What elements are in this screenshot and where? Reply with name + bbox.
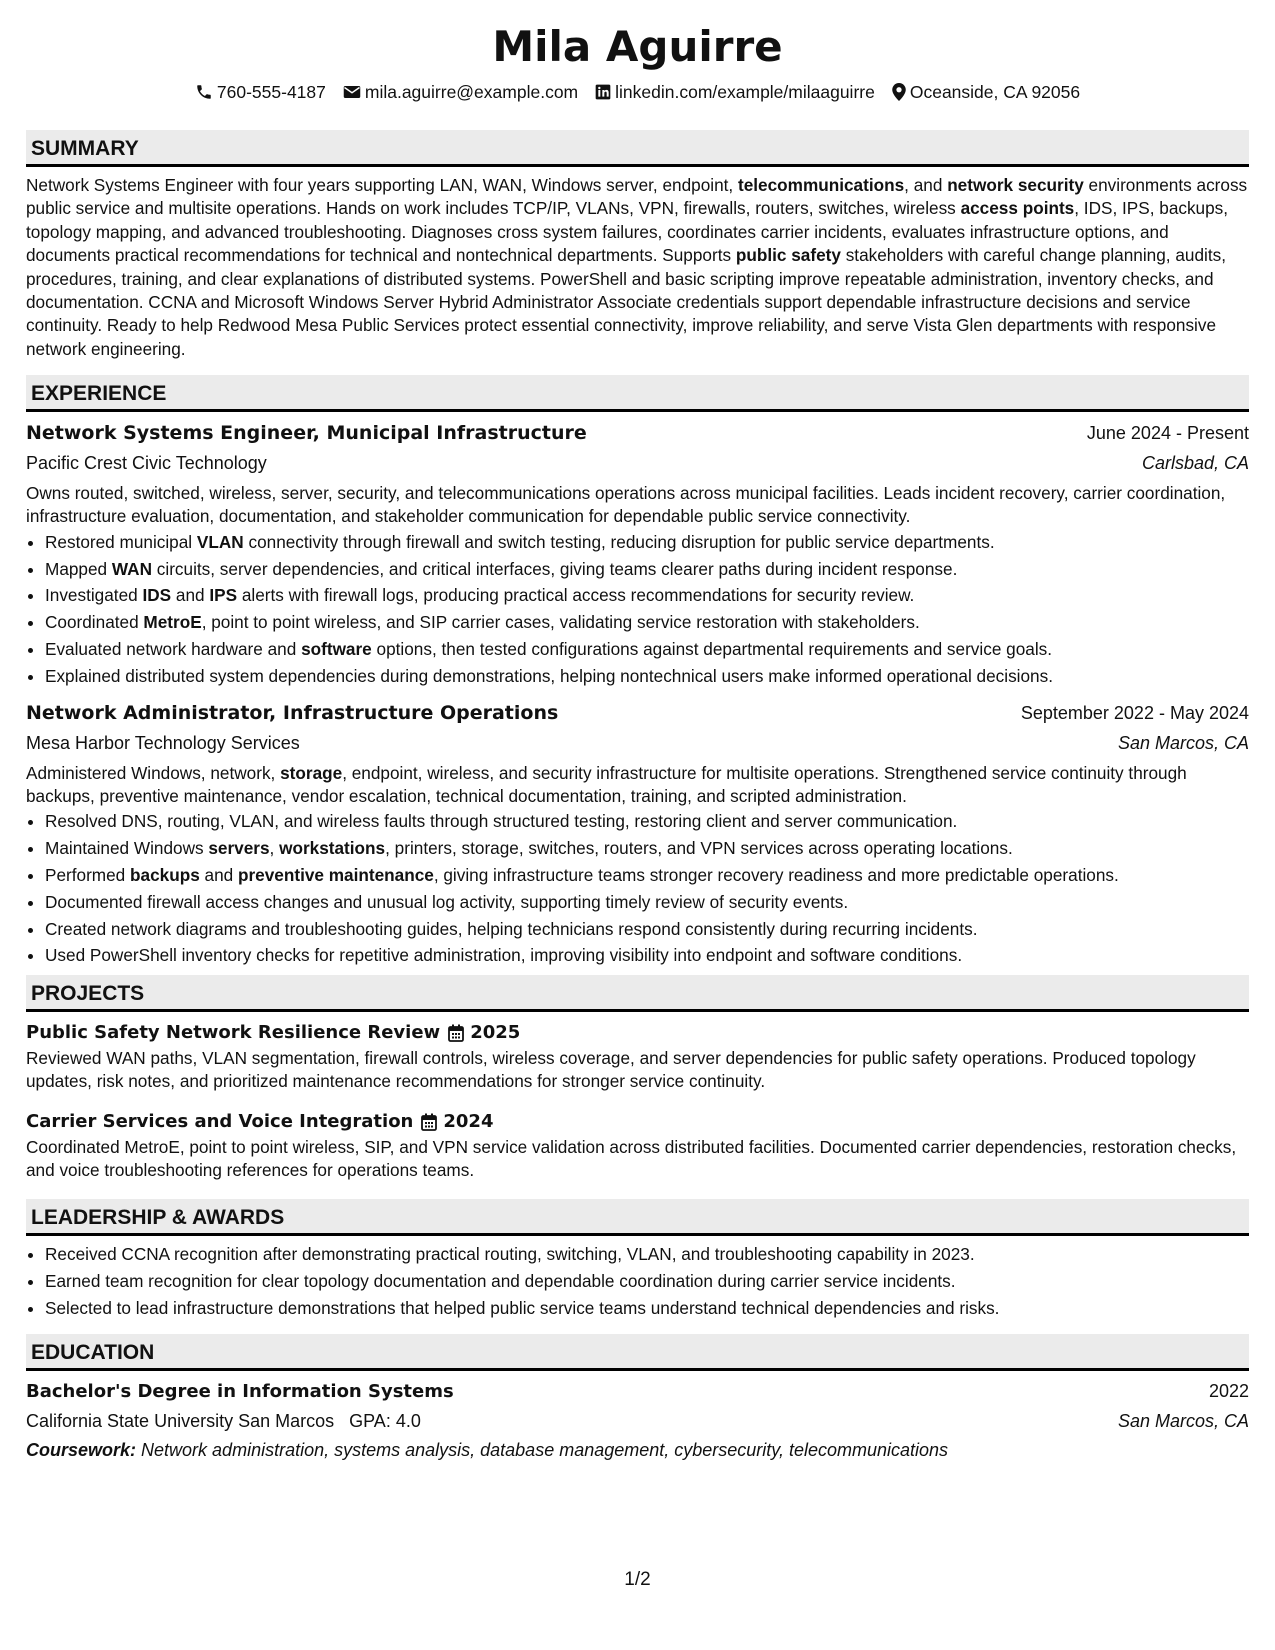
job-description: Owns routed, switched, wireless, server, security, and telecommunications operations across municipal facilities. Leads incident recovery, carrier coordination, infrastructure evaluation, documentation, and stakeholder communication for dependable public service connectivity. [26,483,1226,527]
job-location: Carlsbad, CA [1141,453,1249,473]
leadership-section [26,1199,1249,1321]
project-title: Public Safety Network Resilience Review [26,1022,441,1043]
summary-section [26,130,1249,361]
school-line [26,1407,421,1435]
list-item: • Maintained Windows servers, workstations, printers, storage, switches, routers, and VPN services across operating locations. [45,835,1249,862]
job-entry [26,698,1249,970]
contact-email[interactable] [343,80,578,104]
list-item: • Explained distributed system dependencies during demonstrations, helping nontechnical users make informed operational decisions. [45,663,1249,690]
list-item: • Restored municipal VLAN connectivity through firewall and switch testing, reducing disruption for public service departments. [45,529,1249,556]
education-section [26,1334,1249,1465]
job-entry [26,418,1249,690]
project-entry [26,1019,1249,1094]
list-item: • Used PowerShell inventory checks for repetitive administration, improving visibility into endpoint and software conditions. [45,942,1249,969]
job-description: Administered Windows, network, storage, endpoint, wireless, and security infrastructure for multisite operations. Strengthened service continuity through backups, preventive maintenance, vendor escalation, technical documentation, training, and scripted administration. [26,762,1187,806]
contact-phone[interactable] [195,80,326,104]
project-year: 2025 [470,1022,521,1043]
section-heading: PROJECTS [26,975,1249,1012]
job-location: San Marcos, CA [1117,732,1249,753]
candidate-name: Mila Aguirre [492,22,783,71]
map-pin-icon [892,83,906,101]
project-entry [26,1108,1249,1183]
list-item: • Mapped WAN circuits, server dependencies, and critical interfaces, giving teams clearer paths during incident response. [45,556,1249,583]
job-title: Network Systems Engineer, Municipal Infrastructure [26,422,587,444]
calendar-icon [448,1024,464,1042]
school-location: San Marcos, CA [1117,1411,1249,1431]
project-description: Coordinated MetroE, point to point wireless, SIP, and VPN service validation across distributed facilities. Documented carrier dependencies, restoration checks, and voice troubleshooting references for operations teams. [26,1136,1237,1181]
leadership-bullets [26,1241,1249,1321]
project-year: 2024 [443,1110,494,1132]
list-item: • Evaluated network hardware and software options, then tested configurations against departmental requirements and service goals. [45,636,1249,663]
job-dates: June 2024 - Present [1086,423,1249,443]
project-title: Carrier Services and Voice Integration [26,1110,414,1132]
list-item: • Investigated IDS and IPS alerts with firewall logs, producing practical access recommendations for security review. [45,582,1249,609]
project-description: Reviewed WAN paths, VLAN segmentation, firewall controls, wireless coverage, and server dependencies for public safety operations. Produced topology updates, risk notes, and prioritized maintenance recommendations for stronger service continuity. [26,1048,1196,1092]
phone-text: 760-555-4187 [216,82,326,102]
linkedin-icon [595,84,611,100]
section-heading: EDUCATION [26,1334,1249,1371]
job-title: Network Administrator, Infrastructure Operations [26,701,559,724]
envelope-icon [343,84,361,100]
list-item: • Created network diagrams and troubleshooting guides, helping technicians respond consistently during recurring incidents. [45,916,1249,943]
page-number: 1/2 [624,1569,651,1590]
list-item: • Selected to lead infrastructure demonstrations that helped public service teams understand technical dependencies and risks. [45,1295,1249,1322]
job-company: Mesa Harbor Technology Services [26,732,300,753]
job-bullets [26,529,1249,690]
degree-title: Bachelor's Degree in Information Systems [26,1381,454,1402]
gpa: GPA: 4.0 [349,1411,421,1431]
job-bullets [26,808,1249,969]
projects-section [26,975,1249,1183]
coursework: Coursework: Network administration, systems analysis, database management, cybersecurity, telecommunications [26,1440,949,1460]
list-item: • Coordinated MetroE, point to point wireless, and SIP carrier cases, validating service restoration with stakeholders. [45,609,1249,636]
list-item: • Documented firewall access changes and unusual log activity, supporting timely review of security events. [45,889,1249,916]
experience-section [26,375,1249,969]
email-text: mila.aguirre@example.com [364,82,579,102]
job-company: Pacific Crest Civic Technology [26,453,267,473]
linkedin-text: linkedin.com/example/milaaguirre [615,82,875,102]
section-heading: EXPERIENCE [26,375,1249,412]
list-item: • Performed backups and preventive maintenance, giving infrastructure teams stronger recovery readiness and more predictable operations. [45,862,1249,889]
degree-year: 2022 [1208,1381,1249,1401]
section-heading: LEADERSHIP & AWARDS [26,1199,1249,1236]
calendar-icon [421,1113,437,1131]
list-item: • Received CCNA recognition after demonstrating practical routing, switching, VLAN, and troubleshooting capability in 2023. [45,1241,1249,1268]
list-item: • Earned team recognition for clear topology documentation and dependable coordination during carrier service incidents. [45,1268,1249,1295]
summary-text: Network Systems Engineer with four years supporting LAN, WAN, Windows server, endpoint, telecommunications, and network security environments across public service and multisite operations. Hands on work includes TCP/IP, VLANs, VPN, firewalls, routers, switches, wireless access points, IDS, IPS, backups, topology mapping, and advanced troubleshooting. Diagnoses cross system failures, coordinates carrier incidents, evaluates infrastructure options, and documents practical recommendations for technical and nontechnical departments. Supports public safety stakeholders with careful change planning, audits, procedures, training, and clear explanations of distributed systems. PowerShell and basic scripting improve repeatable administration, inventory checks, and documentation. CCNA and Microsoft Windows Server Hybrid Administrator Associate credentials support dependable infrastructure decisions and service continuity. Ready to help Redwood Mesa Public Services protect essential connectivity, improve reliability, and serve Vista Glen departments with responsive network engineering. [26,175,1248,359]
school-name: California State University San Marcos [26,1411,335,1431]
contact-bar [26,80,1249,104]
job-dates: September 2022 - May 2024 [1020,702,1249,723]
list-item: • Resolved DNS, routing, VLAN, and wireless faults through structured testing, restoring client and server communication. [45,808,1249,835]
contact-linkedin[interactable] [595,80,875,104]
location-text: Oceanside, CA 92056 [909,82,1081,102]
section-heading: SUMMARY [26,130,1249,167]
contact-location [892,80,1080,104]
phone-icon [195,83,213,101]
